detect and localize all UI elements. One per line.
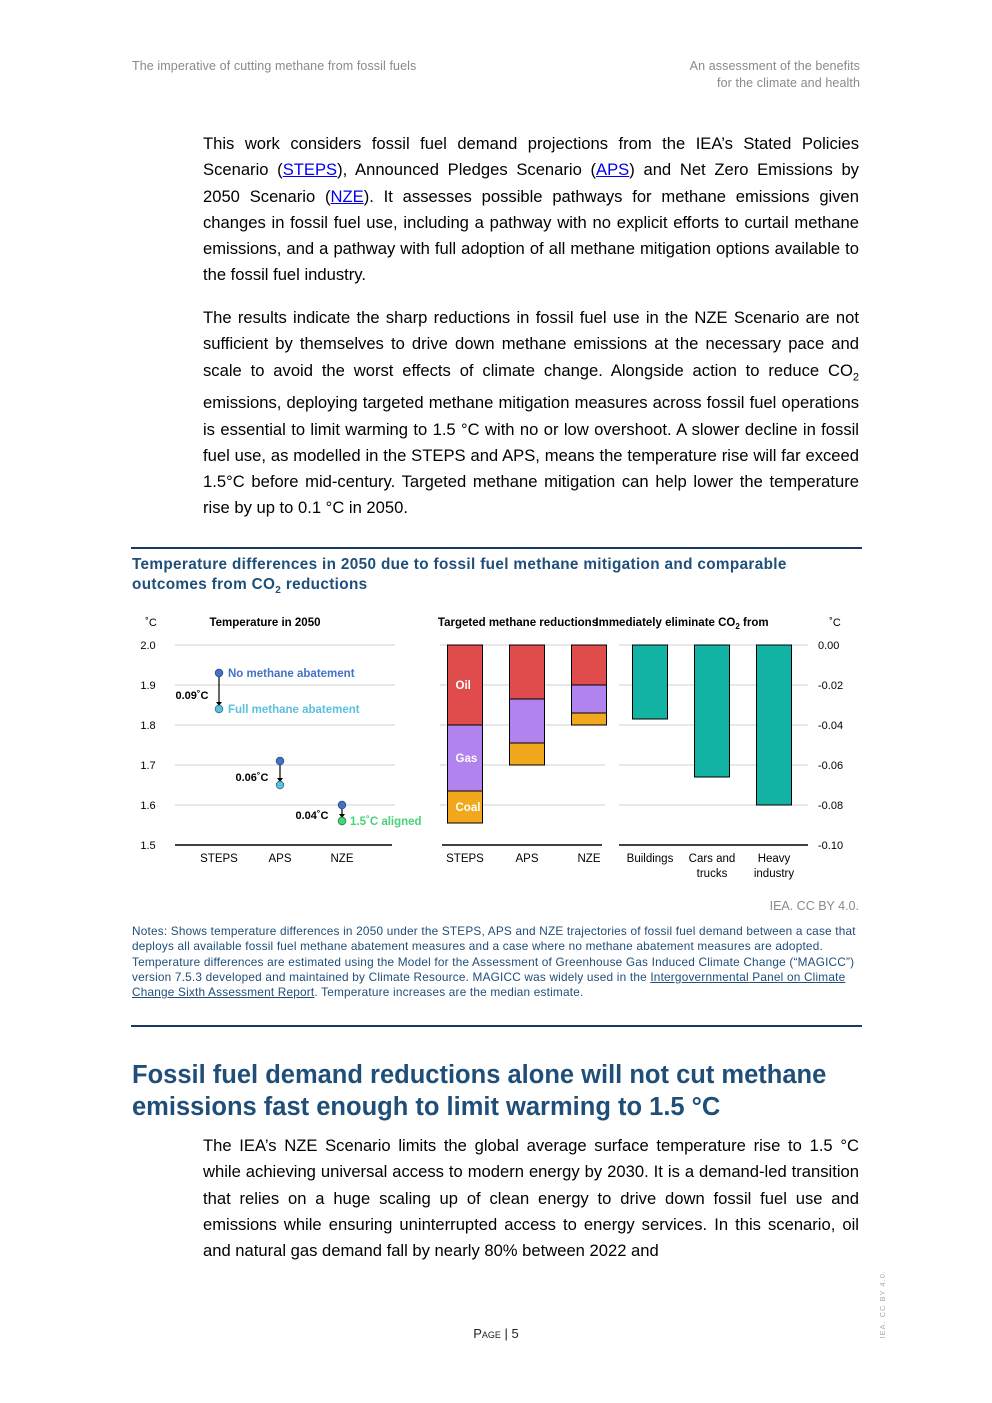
right-tick-label: -0.06 [818,760,844,772]
ipcc-report-link[interactable]: Intergovernmental Panel on Climate Change Sixth Assessment Report [132,969,846,1000]
full-abatement-marker [215,705,223,713]
aligned-marker [338,817,346,825]
legend-no-abatement: No methane abatement [228,668,355,680]
panel1-title: Temperature in 2050 [209,617,321,629]
x-tick-label: APS [515,853,539,865]
bar-segment-coal [572,713,607,725]
right-tick-label: -0.04 [818,720,844,732]
title-subscript: 2 [275,585,282,597]
x-tick-label: Cars and [688,853,736,865]
left-tick-label: 1.8 [140,720,156,732]
segment-label-gas: Gas [455,753,478,765]
difference-label: 0.09˚C [175,690,209,702]
text-run: ). It assesses possible pathways for methane emissions given changes in fossil fuel use, including a pathway with no explicit efforts to curtail methane emissions, and a pathway with full adoption of all methane mitigation options available to the fossil fuel industry. [203,186,859,285]
bar-segment-oil [510,645,545,699]
text-run: ) and Net Zero Emissions by 2050 Scenario ( [203,160,859,206]
right-axis-unit: ˚C [829,617,841,629]
text-run: emissions, deploying targeted methane mitigation measures across fossil fuel operations is essential to limit warming to 1.5 °C with no or low overshoot. A slower decline in fossil fuel use, as modelled in the STEPS and APS, means the temperature rise will far exceed 1.5°C before mid-century. Targeted methane mitigation can help lower the temperature rise by up to 0.1 °C in 2050. [203,393,859,518]
co2-bar [757,645,792,805]
nze-link[interactable]: NZE [330,186,364,206]
x-tick-label: NZE [330,853,354,865]
header-right-line2: for the climate and health [717,76,860,90]
panel2-title: Targeted methane reductions [437,617,599,629]
section-heading: Fossil fuel demand reductions alone will not cut methane emissions fast enough to limit warming to 1.5 °C [132,1061,827,1121]
segment-label-oil: Oil [455,680,471,692]
x-tick-label: Heavy [757,853,791,865]
left-axis-unit: ˚C [145,617,157,629]
text-run: This work considers fossil fuel demand projections from the IEA’s Stated Policies Scenario ( [203,134,859,180]
legend-full-abatement: Full methane abatement [228,704,360,716]
bar-segment-oil [572,645,607,685]
bar-segment-coal [510,743,545,765]
header-left: The imperative of cutting methane from fossil fuels [132,59,417,73]
steps-link[interactable]: STEPS [282,160,338,180]
figure-credit: IEA. CC BY 4.0. [769,899,859,913]
left-tick-label: 1.5 [140,840,156,852]
page-sep: | [500,1326,512,1341]
no-abatement-marker [276,757,284,765]
bar-segment-gas [510,699,545,743]
x-tick-label: trucks [696,868,728,880]
segment-label-coal: Coal [455,802,481,814]
notes-run: Notes: Shows temperature differences in 2050 under the STEPS, APS and NZE trajectories of fossil fuel demand between a case that deploys all available fossil fuel methane abatement measures and a case where no methane abatement measures are adopted. Temperature differences are estimated using the Model for the Assessment of Greenhouse Gas Induced Climate Change (“MAGICC”) version 7.5.3 developed and maintained by Climate Resource. MAGICC was widely used in the [132,924,856,984]
left-tick-label: 2.0 [140,640,156,652]
co2-bar [695,645,730,777]
x-tick-label: industry [753,868,795,880]
results-paragraph [203,305,859,522]
left-tick-label: 1.6 [140,800,156,812]
left-tick-label: 1.9 [140,680,156,692]
page-number [0,1326,992,1341]
right-tick-label: -0.08 [818,800,844,812]
page-number-value: 5 [511,1326,519,1341]
x-tick-label: Buildings [626,853,674,865]
text-run: The results indicate the sharp reductions in fossil fuel use in the NZE Scenario are not sufficient by themselves to drive down methane emissions at the necessary pace and scale to avoid the worst effects of climate change. Alongside action to reduce CO [203,308,859,380]
x-tick-label: STEPS [200,853,238,865]
title-run: Immediately eliminate CO [595,617,736,629]
no-abatement-marker [338,801,346,809]
co2-bar [633,645,668,719]
x-tick-label: STEPS [446,853,484,865]
side-watermark: IEA. CC BY 4.0. [878,1270,887,1339]
title-subscript: 2 [735,622,740,631]
bar-segment-gas [572,685,607,713]
header-right-line1: An assessment of the benefits [689,59,860,73]
title-run: from [739,617,769,629]
x-tick-label: APS [268,853,292,865]
no-abatement-marker [215,669,223,677]
title-run: Temperature differences in 2050 due to fossil fuel methane mitigation and comparable outcomes from CO [132,556,787,593]
subscript: 2 [852,370,859,383]
difference-label: 0.06˚C [235,772,269,784]
x-tick-label: NZE [577,853,601,865]
figure-bottom-rule [131,1025,862,1027]
nze-paragraph: The IEA’s NZE Scenario limits the global average surface temperature rise to 1.5 °C while achieving universal access to modern energy by 2030. It is a demand-led transition that relies on a huge scaling up of clean energy to drive down fossil fuel use and emissions while ensuring uninterrupted access to energy services. In this scenario, oil and natural gas demand fall by nearly 80% between 2022 and [203,1136,859,1261]
text-run: ), Announced Pledges Scenario ( [337,160,597,180]
intro-paragraph [203,131,859,289]
figure-chart [130,605,870,885]
left-tick-label: 1.7 [140,760,156,772]
right-tick-label: 0.00 [818,640,840,652]
figure-notes [132,924,860,1000]
header-right [690,58,860,92]
panel3-title [595,617,768,631]
title-run: reductions [281,576,368,593]
figure-top-rule [131,547,862,549]
aligned-label: 1.5˚C aligned [350,816,422,828]
notes-run: . Temperature increases are the median estimate. [314,985,584,1000]
right-tick-label: -0.02 [818,680,844,692]
right-tick-label: -0.10 [818,840,844,852]
difference-label: 0.04˚C [295,810,329,822]
figure-title [132,555,862,601]
page-label: Page [473,1326,501,1341]
aps-link[interactable]: APS [596,160,630,180]
full-abatement-marker [276,781,284,789]
